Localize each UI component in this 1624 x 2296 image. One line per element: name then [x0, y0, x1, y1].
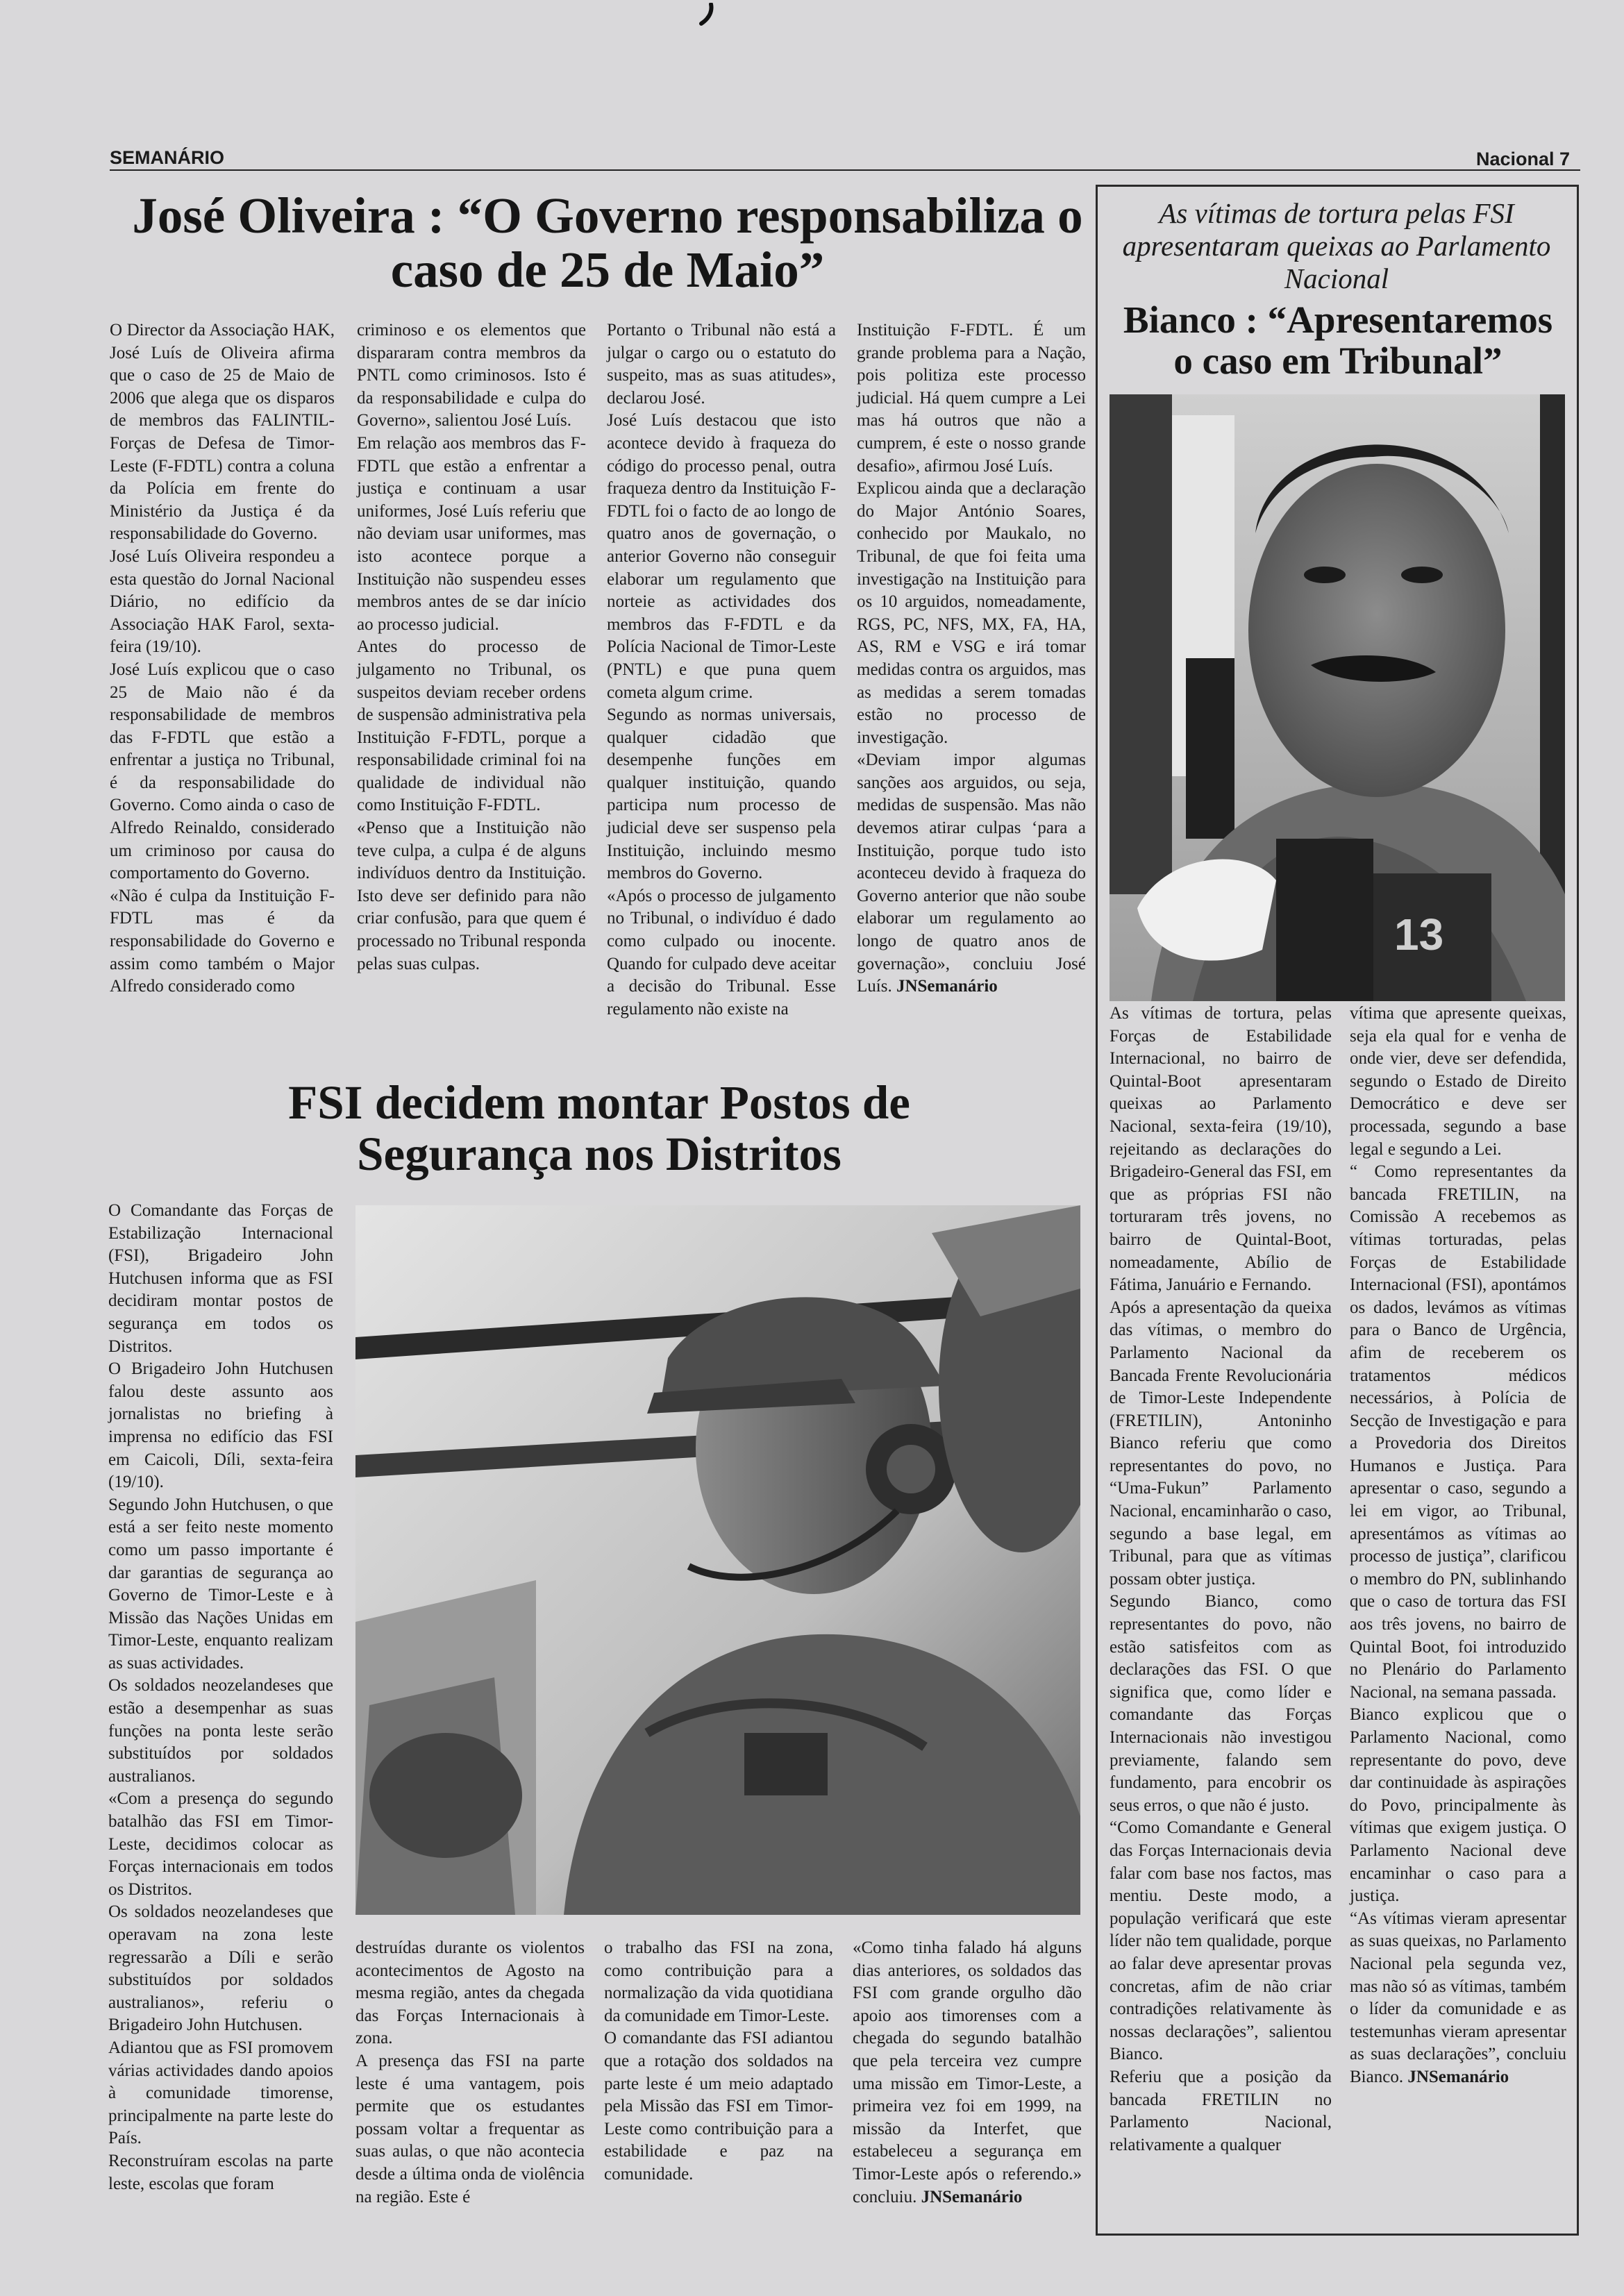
paragraph: O Comandante das Forças de Estabilização Internacional (FSI), Brigadeiro John Hutchusen informa que as FSI decidiram montar postos de segurança em todos os Distritos.	[108, 1201, 333, 1356]
paragraph: destruídas durante os violentos acontecimentos de Agosto na mesma região, antes da chegada das Forças Internacionais à zona.	[355, 1938, 585, 2048]
article3-left-column	[1110, 1003, 1332, 2156]
microphone-number: 13	[1394, 910, 1444, 960]
soldier-photo	[355, 1205, 1080, 1915]
paragraph-text: “As vítimas vieram apresentar as suas queixas, no Parlamento Nacional pela segunda vez, mas não só as vítimas, também o líder da comunidade e as testemunhas vieram apresentar as suas declarações”, concluiu Bianco.	[1350, 1909, 1566, 2086]
article2-left-column	[108, 1200, 333, 2195]
paragraph: José Luís Oliveira respondeu a esta questão do Jornal Nacional Diário, no edifício da Associação HAK Farol, sexta-feira (19/10).	[110, 546, 335, 657]
paragraph: Antes do processo de julgamento no Tribunal, os suspeitos deviam receber ordens de suspensão administrativa pela Instituição F-FDTL, porque a responsabilidade criminal foi na qualidade de individual não como Instituição F-FDTL.	[357, 637, 586, 815]
paragraph: O comandante das FSI adiantou que a rotação dos soldados na parte leste é um meio adaptado pela Missão das FSI em Timor-Leste como contribuição para a estabilidade e paz na comunidade.	[604, 2029, 833, 2184]
paragraph-text: «Deviam impor algumas sanções aos arguidos, ou seja, medidas de suspensão. Mas não devemos atirar culpas ‘para a Instituição, porque tudo isto aconteceu devido à fraqueza do Governo anterior que não soube elaborar um regulamento ao longo de quatro anos de governação», concluiu José Luís.	[857, 751, 1086, 996]
article1-headline: José Oliveira : “O Governo responsabiliza o caso de 25 de Maio”	[132, 187, 1083, 299]
article2-headline-line2: Segurança nos Distritos	[357, 1127, 842, 1180]
article2-bottom-column-1	[355, 1937, 585, 2209]
paragraph: As vítimas de tortura, pelas Forças de Estabilidade Internacional, no bairro de Quintal-Boot apresentaram queixas ao Parlamento Nacional, sexta-feira (19/10), rejeitando as declarações do Brigadeiro-General das FSI, em que as próprias FSI não torturaram três jovens, no bairro de Quintal-Boot, nomeadamente, Abílio de Fátima, Januário e Fernando.	[1110, 1004, 1332, 1295]
paragraph: A presença das FSI na parte leste é uma vantagem, pois permite que os estudantes possam voltar a frequentar as suas aulas, o que não acontecia desde a última onda de violência na região. Este é	[355, 2051, 585, 2206]
paragraph: o trabalho das FSI na zona, como contribuição para a normalização da vida quotidiana da comunidade em Timor-Leste.	[604, 1938, 833, 2025]
paragraph: “ Como representantes da bancada FRETILIN, na Comissão A recebemos as vítimas torturadas, pelas Forças de Estabilidade Internacional (FSI), apontámos os dados, levámos as vítimas para o Banco de Urgência, afim de receberem os tratamentos médicos necessários, à Polícia de Secção de Investigação e para a Provedoria dos Direitos Humanos e Justiça. Para apresentar o caso, segundo a lei em vigor, ao Tribunal, apresentámos as vítimas ao processo de justiça”, clarificou o membro do PN, sublinhando que o caso de tortura das FSI aos três jovens, no bairro de Quintal Boot, foi introduzido no Plenário do Parlamento Nacional, na semana passada.	[1350, 1162, 1566, 1702]
publication-name: SEMANÁRIO	[110, 147, 225, 168]
paragraph	[1350, 1908, 1566, 2089]
article2-bottom-column-2	[604, 1937, 833, 2186]
article1-column-2	[357, 319, 586, 975]
article2-headline-line1: FSI decidem montar Postos de	[288, 1076, 910, 1129]
paragraph: José Luís destacou que isto acontece devido à fraqueza do código do processo penal, outra fraqueza dentro da Instituição F-FDTL foi o facto de ao longo de quatro anos de governação, o anterior Governo não conseguir elaborar um regulamento que norteie as actividades dos membros das F-FDTL e da Polícia Nacional de Timor-Leste (PNTL) e que puna quem cometa algum crime.	[607, 411, 836, 702]
article1-column-4	[857, 319, 1086, 998]
byline: JNSemanário	[896, 977, 998, 996]
paragraph: O Director da Associação HAK, José Luís de Oliveira afirma que o caso de 25 de Maio de 2006 que alega que os disparos de membros das FALINTIL- Forças de Defesa de Timor-Leste (F-FDTL) contra a coluna da Polícia em frente do Ministério da Justiça é da responsabilidade do Governo.	[110, 321, 335, 544]
paragraph: Os soldados neozelandeses que operavam na zona leste regressarão a Díli e serão substituídos por soldados australianos», referiu o Brigadeiro John Hutchusen.	[108, 1902, 333, 2035]
article3-kicker: As vítimas de tortura pelas FSI apresentaram queixas ao Parlamento Nacional	[1122, 197, 1551, 295]
paragraph: Segundo John Hutchusen, o que está a ser feito neste momento como um passo importante é dar garantias de segurança ao Governo de Timor-Leste e à Missão das Nações Unidas em Timor-Leste, enquanto realizam as suas actividades.	[108, 1495, 333, 1673]
article1-column-3	[607, 319, 836, 1021]
paragraph: Explicou ainda que a declaração do Major António Soares, conhecido por Maukalo, no Tribunal, de que foi feita uma investigação na Instituição para os 10 arguidos, nomeadamente, RGS, PC, NFS, MX, FA, HA, AS, RM e VSG e irá tomar medidas contra os arguidos, mas as medidas a serem tomadas estão no processo de investigação.	[857, 479, 1086, 747]
scan-mark-top	[697, 3, 718, 31]
paragraph: Em relação aos membros das F-FDTL que estão a enfrentar a justiça e continuam a usar uniformes, José Luís referiu que não deviam usar uniformes, mas isto acontece porque a Instituição não suspendeu esses membros antes de se dar início ao processo judicial.	[357, 433, 586, 634]
paragraph: Após a apresentação da queixa das vítimas, o membro do Parlamento Nacional da Bancada Frente Revolucionária de Timor-Leste Independente (FRETILIN), Antoninho Bianco referiu que como representantes do povo, no “Uma-Fukun” Parlamento Nacional, encaminharão o caso, segundo a base legal, em Tribunal, para que as vítimas possam obter justiça.	[1110, 1298, 1332, 1589]
article1-column-1	[110, 319, 335, 998]
article2-headline	[110, 1078, 1089, 1180]
page-section: Nacional 7	[1476, 149, 1571, 169]
paragraph: Adiantou que as FSI promovem várias actividades dando apoios à comunidade timorense, principalmente na parte leste do País.	[108, 2038, 333, 2148]
paragraph-text: «Como tinha falado há alguns dias anteriores, os soldados das FSI com grande orgulho dão apoio aos timorenses com a chegada do segundo batalhão que pela terceira vez cumpre uma missão em Timor-Leste, a primeira vez foi em 1999, na missão da Interfet, que estabeleceu a segurança em Timor-Leste após o referendo.» concluiu.	[853, 1938, 1082, 2206]
paragraph: «Não é culpa da Instituição F-FDTL mas é da responsabilidade do Governo e assim como também o Major Alfredo considerado como	[110, 886, 335, 996]
article3-right-column	[1350, 1003, 1566, 2089]
paragraph: Segundo as normas universais, qualquer cidadão que desempenhe funções em qualquer instituição, quando participa num processo de judicial deve ser suspenso pela Instituição, incluindo mesmo membros do Governo.	[607, 705, 836, 883]
byline: JNSemanário	[1407, 2067, 1509, 2086]
paragraph: “Como Comandante e General das Forças Internacionais devia falar com base nos factos, mas mentiu. Deste modo, a população verificará que este líder não tem qualidade, porque ao falar deve apresentar provas concretas, afim de não criar contradições relativamente às nossas declarações”, salientou Bianco.	[1110, 1818, 1332, 2064]
paragraph: «Penso que a Instituição não teve culpa, a culpa é de alguns indivíduos dentro da Instituição. Isto deve ser definido para não criar confusão, para que quem é processado no Tribunal responda pelas suas culpas.	[357, 819, 586, 973]
header-rule	[110, 169, 1580, 171]
paragraph: Instituição F-FDTL. É um grande problema para a Nação, pois politiza este processo judicial. Há quem cumpre a Lei mas há outros que não a cumprem, é este o nosso grande desafio», afirmou José Luís.	[857, 321, 1086, 476]
paragraph: Segundo Bianco, como representantes do povo, não estão satisfeitos com as declarações das FSI. O que significa que, como líder e comandante das Forças Internacionais não investigou previamente, falando sem fundamento, para encobrir os seus erros, o que não é justo.	[1110, 1592, 1332, 1815]
paragraph: Portanto o Tribunal não está a julgar o cargo ou o estatuto do suspeito, mas as suas atitudes», declarou José.	[607, 321, 836, 408]
paragraph: vítima que apresente queixas, seja ela qual for e venha de onde vier, deve ser defendida, segundo o Estado de Direito Democrático e deve ser processada, segundo a base legal e segundo a Lei.	[1350, 1004, 1566, 1159]
paragraph: Os soldados neozelandeses que estão a desempenhar as suas funções na ponta leste serão substituídos por soldados australianos.	[108, 1676, 333, 1786]
paragraph: Bianco explicou que o Parlamento Nacional, como representante do povo, deve dar continuidade às aspirações do Povo, principalmente às vítimas que exigem justiça. O Parlamento Nacional deve encaminhar o caso para a justiça.	[1350, 1705, 1566, 1906]
article3-headline-line1: Bianco : “Apresentaremos	[1123, 299, 1553, 341]
byline: JNSemanário	[921, 2187, 1023, 2206]
paragraph: criminoso e os elementos que dispararam contra membros da PNTL como criminosos. Isto é da responsabilidade e culpa do Governo», salientou José Luís.	[357, 321, 586, 430]
paragraph: José Luís explicou que o caso 25 de Maio não é da responsabilidade de membros das F-FDTL que estão a enfrentar a justiça no Tribunal, é da responsabilidade do Governo. Como ainda o caso de Alfredo Reinaldo, considerado um criminoso por causa do comportamento do Governo.	[110, 660, 335, 883]
paragraph: «Com a presença do segundo batalhão das FSI em Timor-Leste, decidimos colocar as Forças internacionais em todos os Distritos.	[108, 1789, 333, 1899]
paragraph: Referiu que a posição da bancada FRETILIN no Parlamento Nacional, relativamente a qualquer	[1110, 2067, 1332, 2154]
article3-headline-line2: o caso em Tribunal”	[1173, 339, 1502, 382]
paragraph: «Após o processo de julgamento no Tribunal, o indivíduo é dado como culpado ou inocente. Quando for culpado deve aceitar a decisão do Tribunal. Esse regulamento não existe na	[607, 886, 836, 1019]
bianco-photo	[1110, 394, 1565, 1001]
paragraph	[857, 749, 1086, 998]
article2-bottom-column-3	[853, 1937, 1082, 2209]
paragraph	[853, 1937, 1082, 2209]
paragraph: Reconstruíram escolas na parte leste, escolas que foram	[108, 2151, 333, 2193]
article3-headline	[1105, 300, 1571, 382]
paragraph: O Brigadeiro John Hutchusen falou deste assunto aos jornalistas no briefing à imprensa no edifício das FSI em Caicoli, Díli, sexta-feira (19/10).	[108, 1359, 333, 1492]
